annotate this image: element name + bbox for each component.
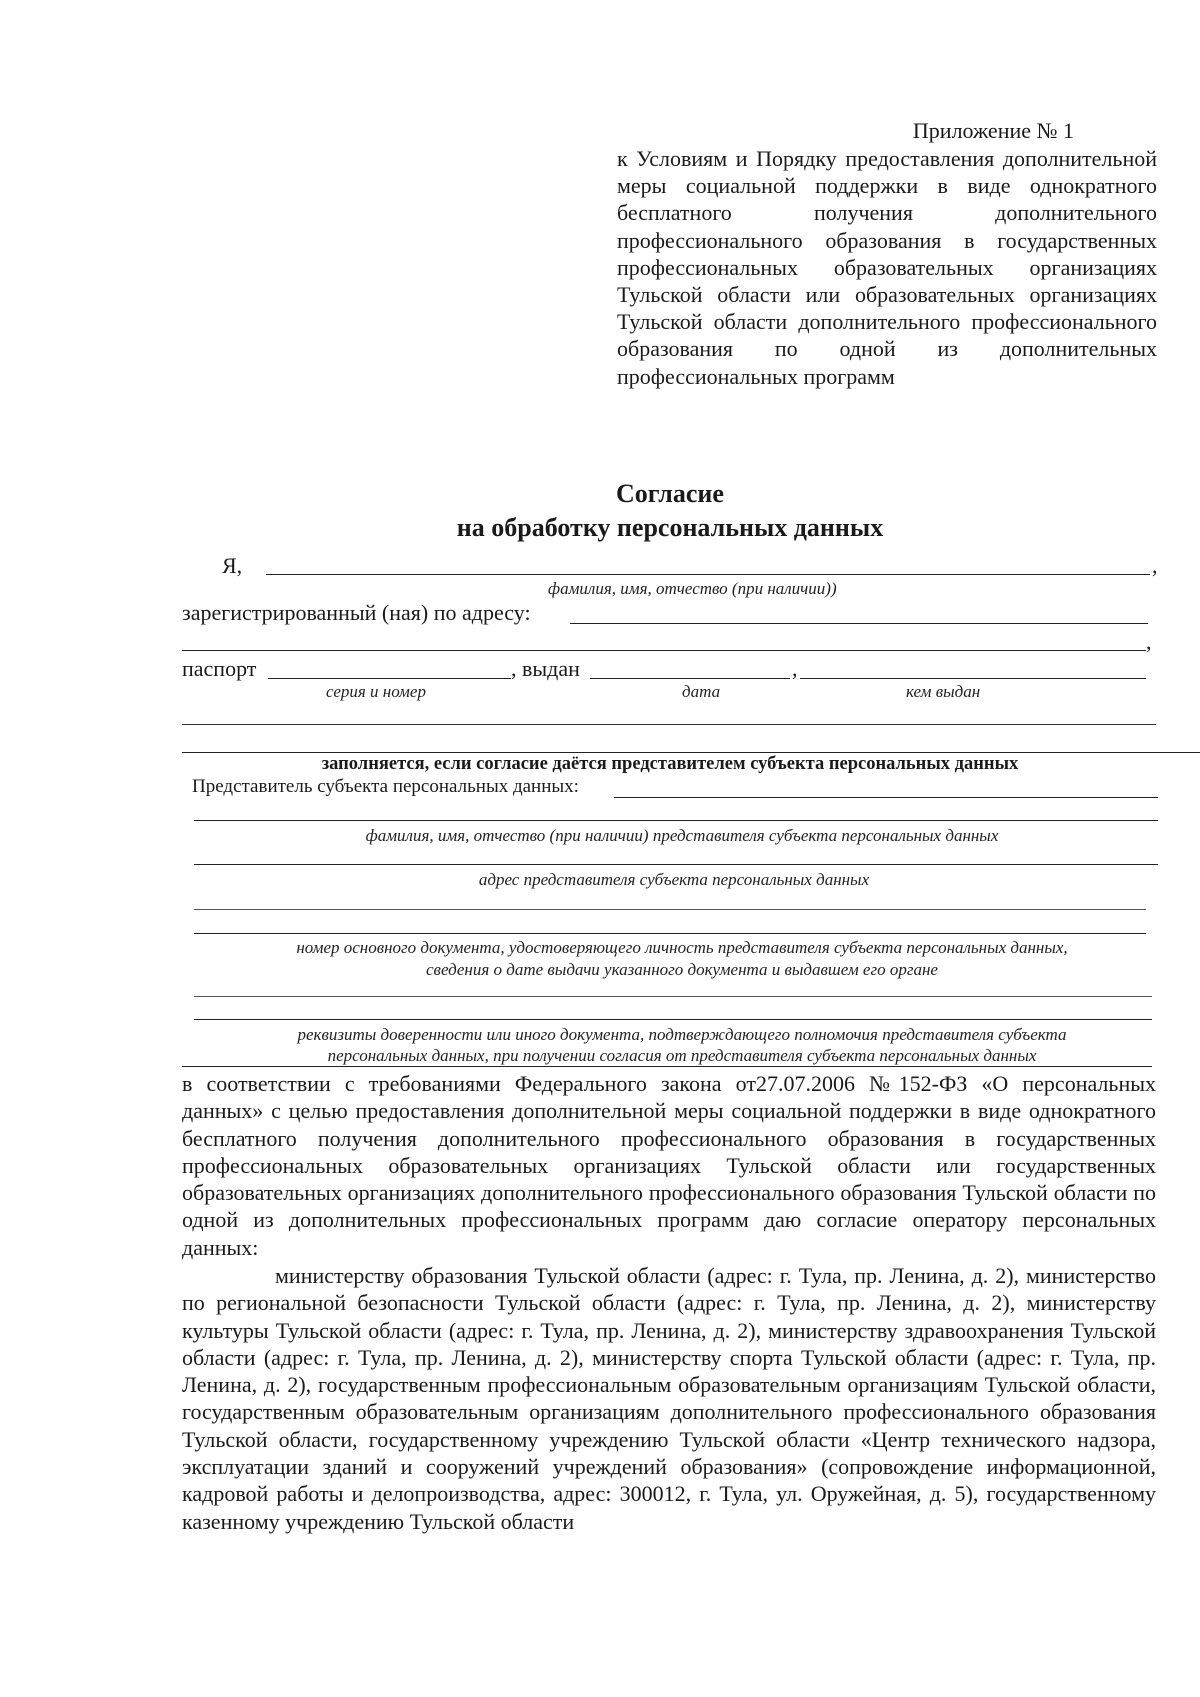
representative-document-hint-1: номер основного документа, удостоверяющего личность представителя субъекта персональных данных,	[296, 938, 1068, 957]
proxy-document-line-2[interactable]	[194, 1019, 1152, 1020]
appendix-number: Приложение № 1	[912, 118, 1074, 143]
i-label: Я,	[222, 553, 243, 578]
date-hint: дата	[682, 682, 721, 701]
proxy-document-hint-2: персональных данных, при получении согласия от представителя субъекта персональных данных	[327, 1046, 1037, 1065]
series-hint: серия и номер	[326, 682, 426, 701]
passport-issuer-line[interactable]	[800, 678, 1146, 679]
proxy-document-hint-1: реквизиты доверенности или иного документа, подтверждающего полномочия представителя субъекта	[297, 1025, 1067, 1044]
representative-label: Представитель субъекта персональных данных:	[192, 776, 579, 797]
consent-paragraph-operators: министерству образования Тульской области (адрес: г. Тула, пр. Ленина, д. 2), министерство по региональной безопасности Тульской области (адрес: г. Тула, пр. Ленина, д. 2), министерству культуры Тульской области (адрес: г. Тула, пр. Ленина, д. 2), министерству здравоохранения Тульской области (адрес: г. Тула, пр. Ленина, д. 2), министерству спорта Тульской области (адрес: г. Тула, пр. Ленина, д. 2), государственным профессиональным образовательным организациям Тульской области, государственным образовательным организациям дополнительного профессионального образования Тульской области, государственному учреждению Тульской области «Центр технического надзора, эксплуатации зданий и сооружений учреждений образования» (сопровождение информационной, кадровой работы и делопроизводства, адрес: 300012, г. Тула, ул. Оружейная, д. 5), государственному казенному учреждению Тульской области	[182, 1263, 1156, 1534]
passport-date-line[interactable]	[590, 678, 790, 679]
representative-address-line[interactable]	[194, 864, 1158, 865]
representative-document-line-2[interactable]	[194, 933, 1146, 934]
registered-address-label: зарегистрированный (ная) по адресу:	[182, 600, 531, 625]
representative-section-bottom-divider	[182, 1066, 1152, 1067]
passport-comma: ,	[792, 656, 798, 681]
passport-label: паспорт	[182, 656, 257, 681]
representative-address-hint: адрес представителя субъекта персональных данных	[478, 870, 870, 889]
consent-paragraph-purpose: в соответствии с требованиями Федерального закона от27.07.2006 №152-ФЗ «О персональных данных» с целью предоставления дополнительной меры социальной поддержки в виде однократного бесплатного получения дополнительного профессионального образования в государственных профессиональных образовательных организациях Тульской области или государственных образовательных организациях дополнительного профессионального образования Тульской области по одной из дополнительных профессиональных программ даю согласие оператору персональных данных:	[182, 1071, 1156, 1260]
passport-issuer-line-2[interactable]	[182, 724, 1156, 725]
passport-series-line[interactable]	[268, 678, 511, 679]
issued-label: , выдан	[511, 656, 580, 681]
representative-document-hint-2: сведения о дате выдачи указанного документа и выдавшем его органе	[426, 960, 938, 979]
representative-fio-hint: фамилия, имя, отчество (при наличии) представителя субъекта персональных данных	[365, 826, 999, 845]
document-subtitle: на обработку персональных данных	[456, 513, 884, 542]
registered-address-line[interactable]	[570, 623, 1148, 624]
representative-section-header: заполняется, если согласие даётся представителем субъекта персональных данных	[321, 754, 1019, 774]
representative-fio-line-2[interactable]	[194, 820, 1158, 821]
fio-line[interactable]	[266, 574, 1150, 575]
proxy-document-line[interactable]	[194, 996, 1152, 997]
appendix-description: к Условиям и Порядку предоставления дополнительной меры социальной поддержки в виде однократного бесплатного получения дополнительного профессионального образования в государственных профессиональных образовательных организациях Тульской области или образовательных организациях Тульской области дополнительного профессионального образования по одной из дополнительных профессиональных программ	[617, 146, 1157, 389]
fio-line-end: ,	[1152, 553, 1158, 578]
document-title: Согласие	[616, 479, 724, 508]
representative-fio-line[interactable]	[614, 797, 1158, 798]
address-line-end: ,	[1146, 629, 1152, 654]
representative-document-line[interactable]	[194, 909, 1146, 910]
issuer-hint: кем выдан	[906, 682, 981, 701]
fio-hint: фамилия, имя, отчество (при наличии))	[548, 579, 837, 598]
registered-address-line-2[interactable]	[182, 650, 1146, 651]
